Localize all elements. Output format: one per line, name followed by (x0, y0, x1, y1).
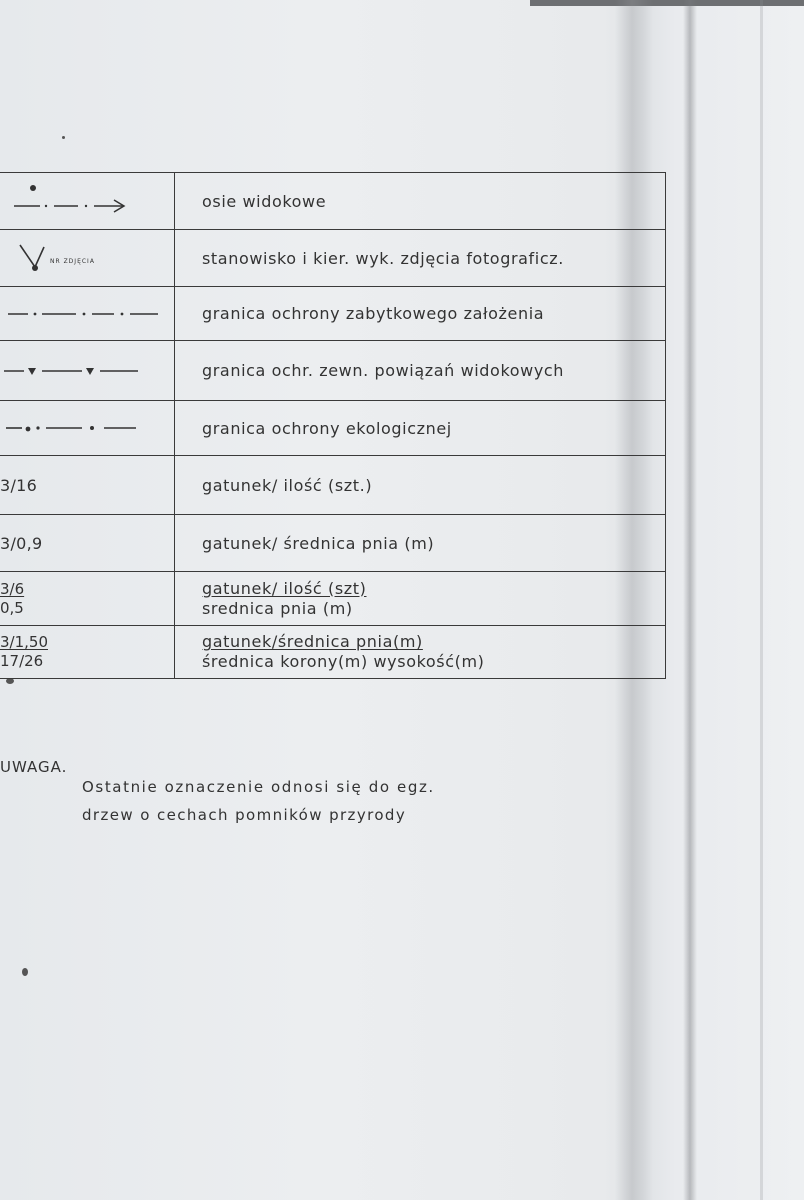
legend-description: granica ochrony zabytkowego założenia (175, 287, 666, 341)
legend-row (0, 456, 666, 515)
legend-description: osie widokowe (175, 173, 666, 230)
scan-streak (760, 0, 763, 1200)
legend-symbol (0, 173, 175, 230)
legend-row (0, 572, 666, 626)
legend-row (0, 515, 666, 572)
legend-row (0, 626, 666, 679)
note-label: UWAGA. (0, 758, 68, 776)
legend-symbol (0, 626, 175, 679)
description-bottom: średnica korony(m) wysokość(m) (202, 652, 485, 671)
legend-symbol (0, 230, 175, 287)
legend-symbol (0, 401, 175, 456)
dash-dot-line-icon (0, 292, 174, 336)
scan-streak (683, 0, 697, 1200)
legend-symbol (0, 287, 175, 341)
symbol-numerator: 3/1,50 (0, 633, 48, 651)
legend-description: gatunek/ ilość (szt.) (175, 456, 666, 515)
legend-symbol (0, 572, 175, 626)
photo-label: NR ZDJĘCIA (50, 258, 95, 265)
legend-symbol: 3/16 (0, 456, 175, 515)
legend-row (0, 287, 666, 341)
legend-row (0, 230, 666, 287)
description-bottom: srednica pnia (m) (202, 598, 353, 618)
legend-description: stanowisko i kier. wyk. zdjęcia fotograficz. (175, 230, 666, 287)
dot-dash-line-icon (0, 406, 174, 450)
symbol-numerator: 3/6 (0, 579, 25, 598)
legend-description (175, 626, 666, 679)
speck (62, 136, 65, 139)
legend-table (0, 172, 666, 679)
legend-row (0, 341, 666, 401)
description-top: gatunek/średnica pnia(m) (202, 632, 423, 651)
photo-viewpoint-icon (0, 233, 174, 283)
legend-description (175, 572, 666, 626)
note-line: drzew o cechach pomników przyrody (82, 806, 407, 824)
legend-symbol: 3/0,9 (0, 515, 175, 572)
legend-description: granica ochr. zewn. powiązań widokowych (175, 341, 666, 401)
legend-symbol (0, 341, 175, 401)
description-top: gatunek/ ilość (szt) (202, 578, 367, 598)
arrow-dash-dot-icon (0, 176, 174, 226)
note-line: Ostatnie oznaczenie odnosi się do egz. (82, 778, 435, 796)
symbol-denominator: 0,5 (0, 598, 24, 617)
legend-row (0, 401, 666, 456)
triangle-dash-line-icon (0, 349, 174, 393)
speck (22, 968, 28, 976)
symbol-denominator: 17/26 (0, 652, 44, 670)
legend-description: granica ochrony ekologicznej (175, 401, 666, 456)
legend-row (0, 173, 666, 230)
legend-description: gatunek/ średnica pnia (m) (175, 515, 666, 572)
